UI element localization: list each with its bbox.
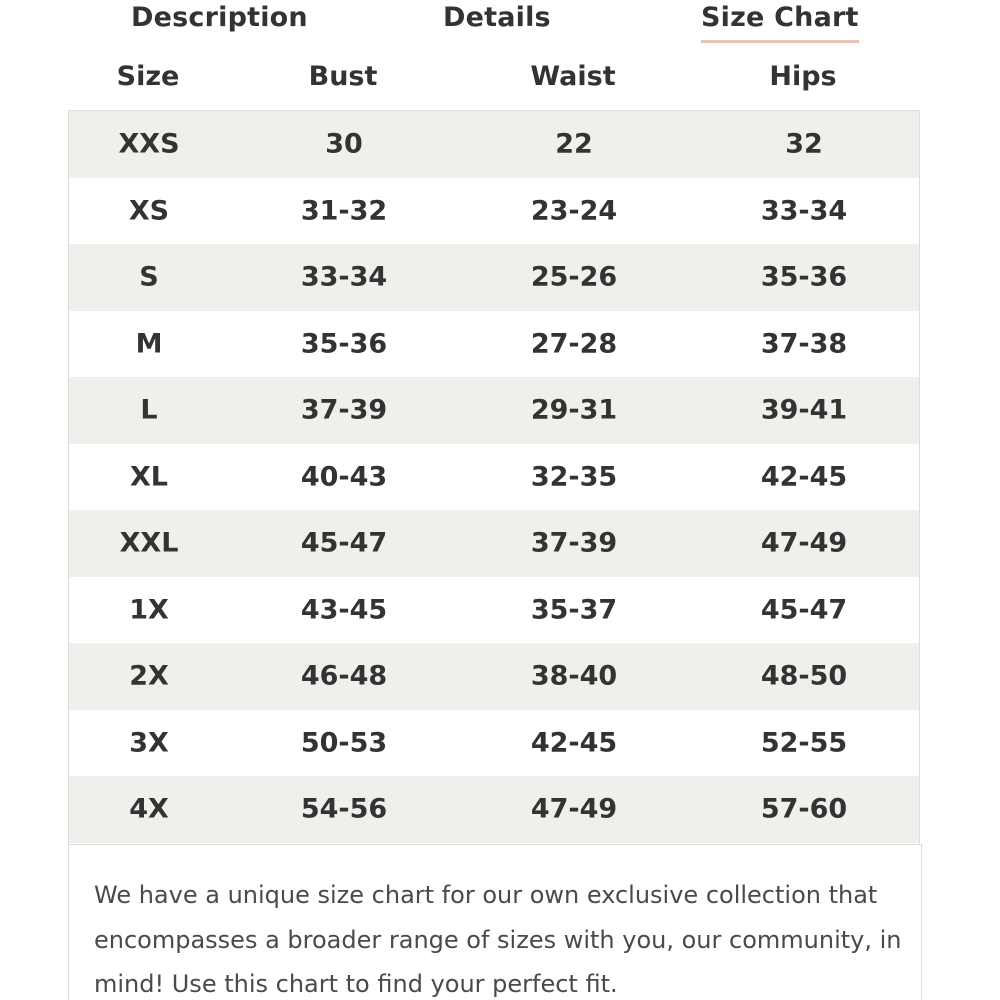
cell-size: XS: [128, 195, 170, 227]
table-row: [69, 710, 919, 777]
cell-bust: 43-45: [300, 594, 388, 626]
size-chart-note: [68, 844, 922, 1000]
cell-size: L: [140, 394, 158, 426]
cell-size: S: [139, 261, 159, 293]
cell-waist: 25-26: [530, 261, 618, 293]
cell-hips: 35-36: [760, 261, 848, 293]
column-header-bust: Bust: [308, 61, 378, 92]
column-header-waist: Waist: [530, 61, 616, 92]
cell-bust: 46-48: [300, 660, 388, 692]
cell-waist: 27-28: [530, 328, 618, 360]
table-row: [69, 111, 919, 178]
cell-bust: 33-34: [300, 261, 388, 293]
cell-bust: 31-32: [300, 195, 388, 227]
cell-hips: 37-38: [760, 328, 848, 360]
cell-hips: 33-34: [760, 195, 848, 227]
cell-waist: 35-37: [530, 594, 618, 626]
table-row: [69, 244, 919, 311]
cell-waist: 32-35: [530, 461, 618, 493]
tab-size-chart-label: Size Chart: [701, 2, 859, 33]
table-row: [69, 643, 919, 710]
active-tab-underline: [701, 40, 859, 43]
cell-hips: 47-49: [760, 527, 848, 559]
cell-waist: 42-45: [530, 727, 618, 759]
cell-size: XXL: [119, 527, 179, 559]
table-row: [69, 510, 919, 577]
tab-size-chart[interactable]: [701, 2, 859, 33]
cell-hips: 57-60: [760, 793, 848, 825]
column-header-size: Size: [116, 61, 180, 92]
cell-hips: 45-47: [760, 594, 848, 626]
table-row: [69, 577, 919, 644]
cell-bust: 30: [325, 128, 363, 160]
tab-details[interactable]: Details: [443, 2, 551, 33]
cell-waist: 38-40: [530, 660, 618, 692]
cell-hips: 39-41: [760, 394, 848, 426]
column-header-hips: Hips: [769, 61, 837, 92]
cell-size: 3X: [129, 727, 169, 759]
size-chart-note-text: We have a unique size chart for our own exclusive collection that encompasses a broader range of sizes with you, our community, in mind! Use this chart to find your perfect fit.: [94, 881, 902, 998]
cell-size: 2X: [129, 660, 169, 692]
cell-waist: 23-24: [530, 195, 618, 227]
tab-description[interactable]: Description: [131, 2, 308, 33]
cell-size: 1X: [129, 594, 169, 626]
cell-size: XXS: [118, 128, 180, 160]
cell-bust: 45-47: [300, 527, 388, 559]
cell-bust: 35-36: [300, 328, 388, 360]
cell-bust: 40-43: [300, 461, 388, 493]
table-row: [69, 311, 919, 378]
tab-bar: [0, 0, 1000, 48]
cell-waist: 29-31: [530, 394, 618, 426]
cell-hips: 42-45: [760, 461, 848, 493]
cell-hips: 48-50: [760, 660, 848, 692]
cell-waist: 22: [555, 128, 593, 160]
size-table-header: [68, 57, 920, 105]
cell-hips: 52-55: [760, 727, 848, 759]
cell-hips: 32: [785, 128, 823, 160]
table-row: [69, 776, 919, 843]
cell-size: M: [135, 328, 163, 360]
table-row: [69, 377, 919, 444]
cell-bust: 50-53: [300, 727, 388, 759]
cell-size: XL: [129, 461, 169, 493]
cell-bust: 37-39: [300, 394, 388, 426]
cell-bust: 54-56: [300, 793, 388, 825]
table-row: [69, 178, 919, 245]
cell-waist: 37-39: [530, 527, 618, 559]
cell-size: 4X: [129, 793, 169, 825]
cell-waist: 47-49: [530, 793, 618, 825]
size-table: [68, 110, 920, 844]
table-row: [69, 444, 919, 511]
